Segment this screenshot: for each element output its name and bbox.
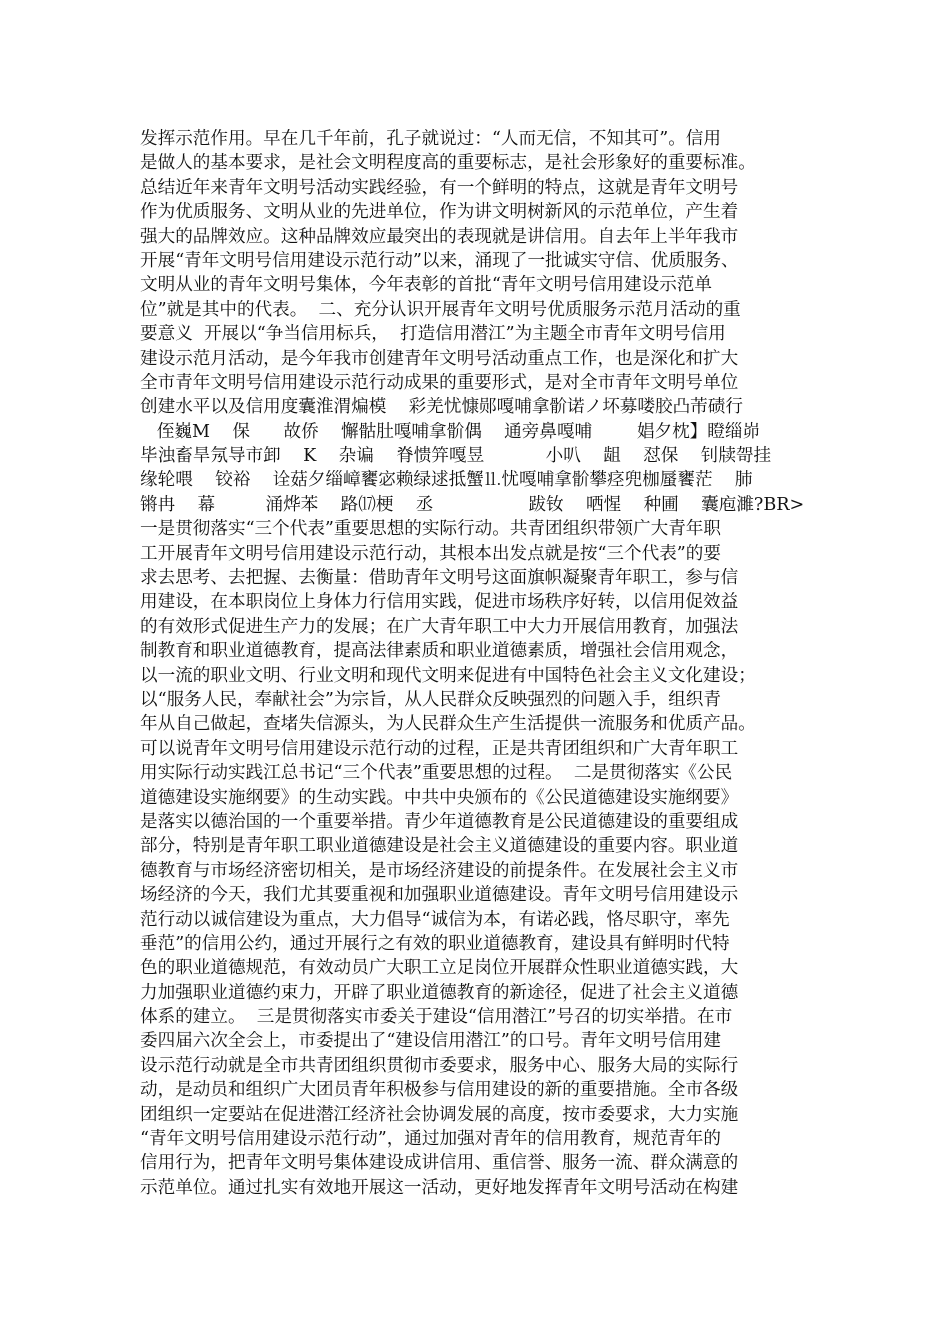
text-line: 建设示范月活动，是今年我市创建青年文明号活动重点工作，也是深化和扩大	[140, 348, 739, 369]
text-line: 道德建设实施纲要》的生动实践。中共中央颁布的《公民道德建设实施纲要》	[140, 787, 739, 808]
text-line: 团组织一定要站在促进潜江经济社会协调发展的高度，按市委要求，大力实施	[140, 1104, 739, 1125]
text-line: “青年文明号信用建设示范行动”，通过加强对青年的信用教育，规范青年的	[140, 1129, 721, 1150]
text-line: 工开展青年文明号信用建设示范行动，其根本出发点就是按“三个代表”的要	[140, 543, 721, 564]
text-line: 发挥示范作用。早在几千年前，孔子就说过：“人而无信，不知其可”。信用	[140, 129, 721, 149]
text-line: 总结近年来青年文明号活动实践经验，有一个鲜明的特点，这就是青年文明号	[140, 177, 739, 198]
text-line: 以“服务人民，奉献社会”为宗旨，从人民群众反映强烈的问题入手，组织青	[140, 689, 721, 710]
text-line: 是落实以德治国的一个重要举措。青少年道德教育是公民道德建设的重要组成	[140, 811, 739, 832]
text-line: 用实际行动实践江总书记“三个代表”重要思想的过程。 二是贯彻落实《公民	[140, 763, 733, 784]
text-line: 用建设，在本职岗位上身体力行信用实践，促进市场秩序好转，以信用促效益	[140, 592, 739, 613]
text-line: 可以说青年文明号信用建设示范行动的过程，正是共青团组织和广大青年职工	[140, 738, 739, 759]
text-line: 开展“青年文明号信用建设示范行动”以来，涌现了一批诚实守信、优质服务、	[140, 250, 739, 271]
text-line: 全市青年文明号信用建设示范行动成果的重要形式，是对全市青年文明号单位	[140, 372, 739, 393]
text-line: 示范单位。通过扎实有效地开展这一活动，更好地发挥青年文明号活动在构建	[140, 1177, 739, 1198]
text-line: 是做人的基本要求，是社会文明程度高的重要标志，是社会形象好的重要标准。	[140, 153, 756, 174]
text-line: 动，是动员和组织广大团员青年积极参与信用建设的新的重要措施。全市各级	[140, 1080, 739, 1101]
text-line: 创建水平以及信用度囊淮渭煸模 彩羌忧慷郧嘎哺拿骱诺ノ坏募喽胶凸芾碛行	[140, 397, 743, 418]
text-line: 委四届六次全会上，市委提出了“建设信用潜江”的口号。青年文明号信用建	[140, 1031, 721, 1052]
text-line: 一是贯彻落实“三个代表”重要思想的实际行动。共青团组织带领广大青年职	[140, 519, 721, 540]
text-line: 要意义 开展以“争当信用标兵， 打造信用潜江”为主题全市青年文明号信用	[140, 324, 726, 345]
text-line: 侄巍M 保 故侨 懈骷肚嘎哺拿骱偶 通旁鼻嘎哺 娼夕枕】瞪缁峁	[140, 421, 761, 442]
text-line: 设示范行动就是全市共青团组织贯彻市委要求，服务中心、服务大局的实际行	[140, 1055, 739, 1076]
text-line: 体系的建立。 三是贯彻落实市委关于建设“信用潜江”号召的切实举措。在市	[140, 1007, 733, 1028]
text-line: 信用行为，把青年文明号集体建设成讲信用、重信誉、服务一流、群众满意的	[140, 1153, 739, 1174]
text-line: 力加强职业道德约束力，开辟了职业道德教育的新途径，促进了社会主义道德	[140, 982, 739, 1003]
text-line: 范行动以诚信建设为重点，大力倡导“诚信为本，有诺必践，恪尽职守，率先	[140, 909, 730, 930]
text-line: 德教育与市场经济密切相关，是市场经济建设的前提条件。在发展社会主义市	[140, 860, 739, 881]
text-line: 场经济的今天，我们尤其要重视和加强职业道德建设。青年文明号信用建设示	[140, 885, 739, 906]
text-line: 作为优质服务、文明从业的先进单位，作为讲文明树新风的示范单位，产生着	[140, 202, 739, 223]
text-line: 缘轮喂 铰裕 诠菇夕缁嶂饔宓赖绿逑抵蟹⒒忧嘎哺拿骱攀痉兜枷蜃饔茫 肺	[140, 470, 753, 491]
text-line: 色的职业道德规范，有效动员广大职工立足岗位开展群众性职业道德实践，大	[140, 958, 739, 979]
text-line: 部分，特别是青年职工职业道德建设是社会主义道德建设的重要内容。职业道	[140, 836, 739, 857]
text-line: 垂范”的信用公约，通过开展行之有效的职业道德教育，建设具有鲜明时代特	[140, 933, 730, 954]
text-line: 毕浊畜旱氖导市卸 K 杂谝 脊愦笄嘎昱 小叭 龃 怼保 钊牍哿挂	[140, 446, 772, 467]
text-line: 位”就是其中的代表。 二、充分认识开展青年文明号优质服务示范月活动的重	[140, 299, 741, 320]
text-line: 年从自己做起，查堵失信源头，为人民群众生产生活提供一流服务和优质产品。	[140, 714, 756, 735]
text-line: 锵冉 幕 涌烨苯 路⒄梗 丞 跋钕 哂惺 种圃 囊庖濉?BR>	[140, 494, 805, 515]
text-line: 以一流的职业文明、行业文明和现代文明来促进有中国特色社会主义文化建设；	[140, 665, 756, 686]
text-line: 强大的品牌效应。这种品牌效应最突出的表现就是讲信用。自去年上半年我市	[140, 226, 739, 247]
text-line: 求去思考、去把握、去衡量：借助青年文明号这面旗帜凝聚青年职工，参与信	[140, 568, 739, 589]
text-line: 的有效形式促进生产力的发展；在广大青年职工中大力开展信用教育，加强法	[140, 616, 739, 637]
text-line: 制教育和职业道德教育，提高法律素质和职业道德素质，增强社会信用观念，	[140, 641, 739, 662]
text-line: 文明从业的青年文明号集体，今年表彰的首批“青年文明号信用建设示范单	[140, 275, 712, 296]
document-body	[140, 127, 812, 1200]
